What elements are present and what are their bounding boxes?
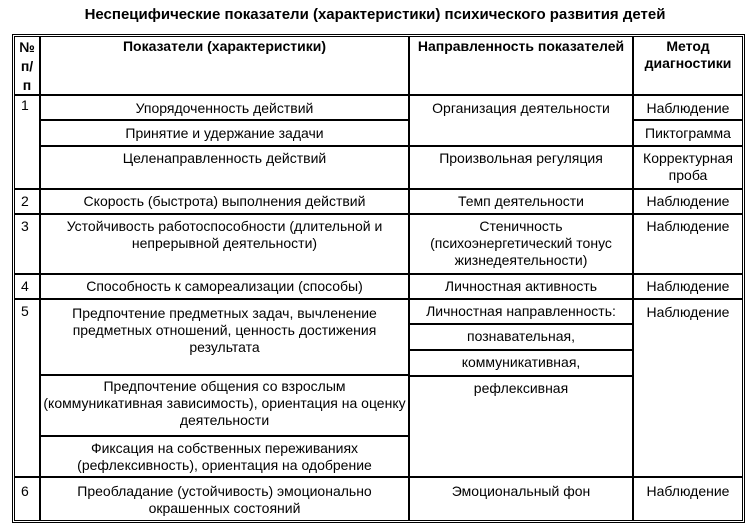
row5-num: 5 — [14, 299, 40, 477]
row5-indicator-a: Предпочтение предметных задач, вычленение предметных отношений, ценность достижения результата — [40, 299, 409, 375]
row6-method: Наблюдение — [633, 477, 743, 521]
row1-method-a: Наблюдение — [633, 95, 743, 120]
row2-indicator: Скорость (быстрота) выполнения действий — [40, 189, 409, 214]
row5-direction-a: Личностная направленность: — [409, 299, 633, 324]
row4-direction: Личностная активность — [409, 274, 633, 299]
row3-indicator: Устойчивость работоспособности (длительной и непрерывной деятельности) — [40, 214, 409, 274]
row2-method: Наблюдение — [633, 189, 743, 214]
row3-method: Наблюдение — [633, 214, 743, 274]
row1-indicator-c: Целенаправленность действий — [40, 146, 409, 189]
row2-direction: Темп деятельности — [409, 189, 633, 214]
row3-num: 3 — [14, 214, 40, 274]
header-method: Метод диагностики — [633, 36, 743, 95]
row1-indicator-a: Упорядоченность действий — [40, 95, 409, 120]
row5-direction-c: коммуникативная, — [409, 350, 633, 376]
row4-method: Наблюдение — [633, 274, 743, 299]
row1-indicator-b: Принятие и удержание задачи — [40, 120, 409, 146]
row5-method: Наблюдение — [633, 299, 743, 477]
row4-num: 4 — [14, 274, 40, 299]
header-indicators: Показатели (характеристики) — [40, 36, 409, 95]
row5-indicator-c: Фиксация на собственных переживаниях (рефлексивность), ориентация на одобрение — [40, 436, 409, 477]
table-title: Неспецифические показатели (характеристики) психического развития детей — [84, 6, 666, 23]
header-num: № п/ п — [14, 36, 40, 95]
row5-indicator-b: Предпочтение общения со взрослым (коммуникативная зависимость), ориентация на оценку деятельности — [40, 375, 409, 436]
row6-direction: Эмоциональный фон — [409, 477, 633, 521]
row1-direction-c: Произвольная регуляция — [409, 146, 633, 189]
row1-method-c: Корректурная проба — [633, 146, 743, 189]
row5-direction-b: познавательная, — [409, 324, 633, 350]
row3-direction: Стеничность (психоэнергетический тонус жизнедеятельности) — [409, 214, 633, 274]
row2-num: 2 — [14, 189, 40, 214]
row5-direction-d: рефлексивная — [409, 376, 633, 477]
header-direction: Направленность показателей — [409, 36, 633, 95]
row4-indicator: Способность к самореализации (способы) — [40, 274, 409, 299]
row6-indicator: Преобладание (устойчивость) эмоционально окрашенных состояний — [40, 477, 409, 521]
row1-method-b: Пиктограмма — [633, 120, 743, 146]
row1-direction-a: Организация деятельности — [409, 95, 633, 146]
row1-num: 1 — [14, 95, 40, 189]
row6-num: 6 — [14, 477, 40, 521]
table-border — [12, 34, 745, 523]
